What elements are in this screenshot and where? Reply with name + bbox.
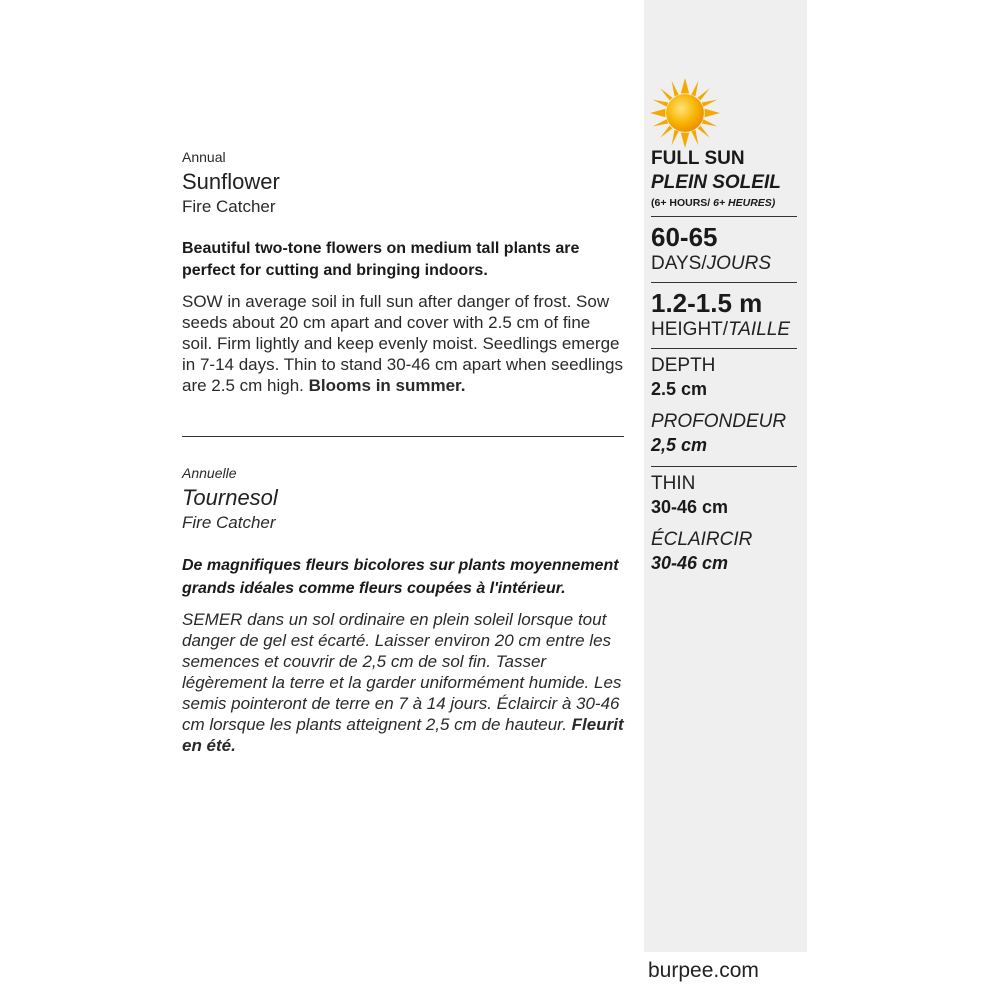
- plant-type-fr: Annuelle: [182, 465, 237, 481]
- sun-requirement-en: FULL SUN: [651, 148, 745, 169]
- website-url: burpee.com: [648, 959, 759, 982]
- thin-value-fr: 30-46 cm: [651, 553, 729, 573]
- growing-specs: [651, 147, 797, 575]
- days-label: [651, 252, 797, 276]
- sowing-instructions-fr: [182, 609, 624, 756]
- bloom-time-fr: Fleurit en été.: [182, 715, 624, 755]
- thin-label-en: THIN: [651, 473, 696, 494]
- height-value: 1.2-1.5 m: [651, 288, 763, 318]
- divider: [651, 216, 797, 217]
- sowing-text: SOW in average soil in full sun after danger of frost. Sow seeds about 20 cm apart and cover with 2.5 cm of fine soil. Firm lightly and keep evenly moist. Seedlings emerge in 7-14 days. Thin to stand 30-46 cm apart when seedlings are 2.5 cm high.: [182, 292, 624, 395]
- variety-name: Fire Catcher: [182, 197, 276, 216]
- height-label: [651, 318, 797, 342]
- sun-hours-fr: 6+ HEURES): [713, 197, 776, 209]
- depth-value-en: 2.5 cm: [651, 379, 708, 399]
- days-value: 60-65: [651, 222, 718, 252]
- days-label-fr: JOURS: [706, 253, 772, 274]
- plant-type: Annual: [182, 149, 226, 165]
- sun-icon: [650, 78, 720, 148]
- sun-hours: [651, 196, 797, 210]
- divider: [651, 282, 797, 283]
- depth-label-en: DEPTH: [651, 355, 716, 376]
- growing-info-sidebar: [644, 0, 807, 952]
- bloom-time: Blooms in summer.: [308, 376, 466, 395]
- thin-value-en: 30-46 cm: [651, 497, 729, 517]
- section-divider: [182, 436, 624, 437]
- height-label-fr: TAILLE: [728, 319, 791, 340]
- days-label-en: DAYS/: [651, 253, 707, 274]
- french-description: [182, 464, 624, 756]
- variety-name-fr: Fire Catcher: [182, 513, 276, 532]
- plant-name: Sunflower: [182, 169, 280, 194]
- height-label-en: HEIGHT/: [651, 319, 729, 340]
- divider: [651, 348, 797, 349]
- sowing-text-fr: SEMER dans un sol ordinaire en plein soleil lorsque tout danger de gel est écarté. Laisser environ 20 cm entre les semences et couvrir de 2,5 cm de sol fin. Tasser légèrement la terre et la garder uniformément humide. Les semis pointeront de terre en 7 à 14 jours. Éclaircir à 30-46 cm lorsque les plants atteignent 2,5 cm de hauteur.: [182, 610, 622, 734]
- sun-hours-en: (6+ HOURS/: [651, 197, 711, 209]
- plant-name-fr: Tournesol: [182, 485, 278, 510]
- depth-label-fr: PROFONDEUR: [651, 411, 787, 432]
- sun-requirement-fr: PLEIN SOLEIL: [651, 172, 781, 193]
- divider: [651, 466, 797, 467]
- sowing-instructions: [182, 291, 624, 396]
- english-description: [182, 148, 624, 756]
- thin-label-fr: ÉCLAIRCIR: [651, 529, 753, 550]
- lead-text: Beautiful two-tone flowers on medium tall plants are perfect for cutting and bringing indoors.: [182, 240, 580, 279]
- depth-value-fr: 2,5 cm: [651, 435, 708, 455]
- lead-text-fr: De magnifiques fleurs bicolores sur plants moyennement grands idéales comme fleurs coupées à l'intérieur.: [182, 557, 619, 597]
